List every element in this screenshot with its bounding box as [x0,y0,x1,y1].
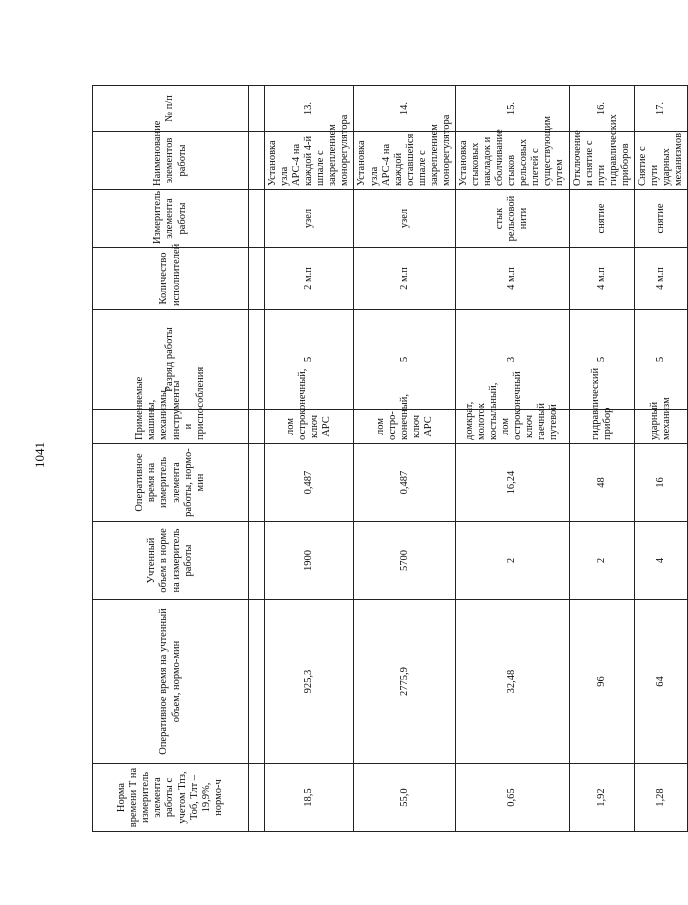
unit-cell: снятие [569,190,634,248]
spacer-cell [249,86,265,132]
page-number: 1041 [32,442,47,468]
table-row [634,86,687,832]
tools-cell: лом остро-конечный, ключ АРС [354,410,456,444]
op-time-cell: 16,24 [455,444,569,522]
norm-cell: 1,92 [569,764,634,832]
spacer-cell [249,444,265,522]
workers-cell: 2 м.п [265,248,354,310]
volume-cell: 4 [634,522,687,600]
name-cell: Установка узла АРС-4 на каждой 4-й шпале с закреплением монорегулятора [265,132,354,190]
tools-cell: ударный механизм [634,410,687,444]
unit-cell: узел [354,190,456,248]
header-row [93,86,249,832]
grade-cell: 5 [265,310,354,410]
number-cell: 17. [634,86,687,132]
name-cell: Отключение и снятие с пути гидравлических приборов [569,132,634,190]
norm-cell: 18,5 [265,764,354,832]
tools-cell: гидравлический прибор [569,410,634,444]
spacer-cell [249,310,265,410]
op-total-cell: 2775,9 [354,600,456,764]
header-tools: Применяемые машины, механизмы, инструменты и приспособления [93,410,249,444]
header-grade: Разряд работы [93,310,249,410]
workers-cell: 4 м.п [634,248,687,310]
table-row [455,86,569,832]
op-total-cell: 925,3 [265,600,354,764]
header-norm: № п/п [93,86,249,132]
name-cell: Установка узла АРС-4 на каждой оставшейся шпале с закреплением монорегулятора [354,132,456,190]
table-row [354,86,456,832]
number-cell: 15. [455,86,569,132]
header-unit: Измеритель элемента работы [93,190,249,248]
header-op-total: Оперативное время на учтенный объем, нормо-мин [93,600,249,764]
op-time-cell: 0,487 [354,444,456,522]
tools-cell: лом остроконечный, ключ АРС [265,410,354,444]
norm-cell: 1,28 [634,764,687,832]
norm-cell: 55,0 [354,764,456,832]
spacer-cell [249,248,265,310]
header-name: Наименование элементов работы [93,132,249,190]
table-row [265,86,354,832]
header-op-time: Оперативное время на измеритель элемента работы, нормо-мин [93,444,249,522]
grade-cell: 5 [569,310,634,410]
volume-cell: 2 [569,522,634,600]
spacer-cell [249,190,265,248]
work-norms-table [92,85,688,832]
spacer-row [249,86,265,832]
grade-cell: 3 [455,310,569,410]
header-workers: Количество исполнителей [93,248,249,310]
unit-cell: стык рельсовой нити [455,190,569,248]
spacer-cell [249,132,265,190]
name-cell: Снятие с пути ударных механизмов [634,132,687,190]
volume-cell: 2 [455,522,569,600]
workers-cell: 4 м.п [455,248,569,310]
op-time-cell: 16 [634,444,687,522]
table-rotation-frame [92,86,684,832]
spacer-cell [249,600,265,764]
volume-cell: 5700 [354,522,456,600]
spacer-cell [249,522,265,600]
name-cell: Установка стыковых накладок и сболчивание стыков рельсовых плетей с существующим путем [455,132,569,190]
header-number: Норма времени Т на измеритель элемента работы с учетом Тпз, Тоб, Тлт – 19,9%, нормо-ч [93,764,249,832]
table-row [569,86,634,832]
header-volume: Учтенный объем в норме на измеритель работы [93,522,249,600]
grade-cell: 5 [354,310,456,410]
number-cell: 13. [265,86,354,132]
spacer-cell [249,764,265,832]
number-cell: 14. [354,86,456,132]
tools-cell: домкрат, молоток костыльный, лом остроконечный ключ гаечный путевой [455,410,569,444]
grade-cell: 5 [634,310,687,410]
op-time-cell: 48 [569,444,634,522]
unit-cell: узел [265,190,354,248]
spacer-cell [249,410,265,444]
rotated-table-wrapper [92,86,684,832]
op-total-cell: 32,48 [455,600,569,764]
workers-cell: 2 м.п [354,248,456,310]
op-time-cell: 0,487 [265,444,354,522]
volume-cell: 1900 [265,522,354,600]
unit-cell: снятие [634,190,687,248]
workers-cell: 4 м.п [569,248,634,310]
op-total-cell: 96 [569,600,634,764]
number-cell: 16. [569,86,634,132]
op-total-cell: 64 [634,600,687,764]
norm-cell: 0,65 [455,764,569,832]
